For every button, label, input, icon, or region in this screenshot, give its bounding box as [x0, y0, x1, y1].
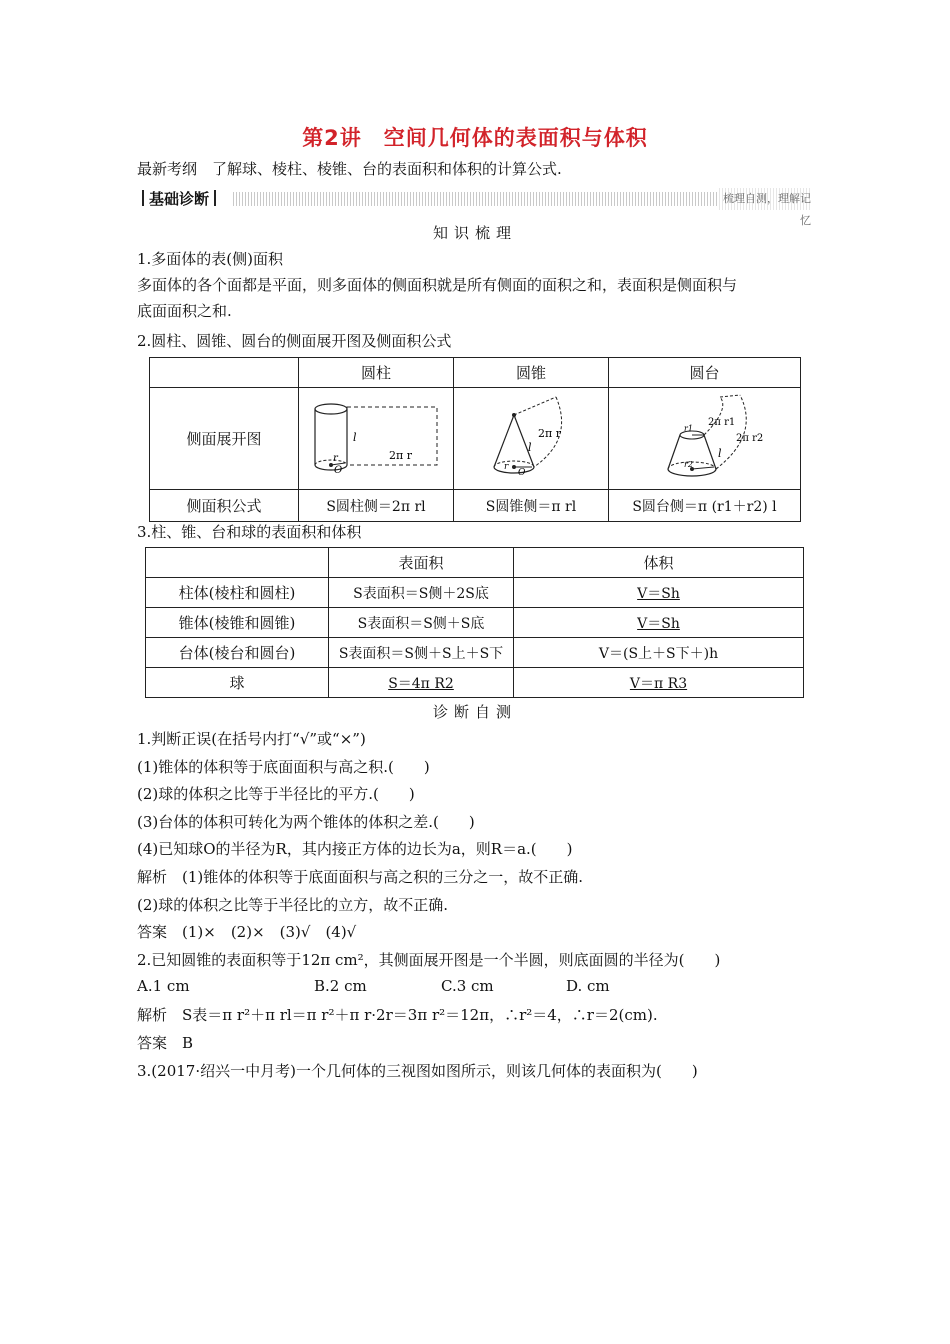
- p3-heading: 3.柱、锥、台和球的表面积和体积: [137, 523, 362, 541]
- table1-header: 圆柱: [299, 358, 454, 388]
- banner-tag: 基础诊断: [137, 188, 233, 210]
- syllabus: 最新考纲 了解球、棱柱、棱锥、台的表面积和体积的计算公式.: [137, 160, 562, 178]
- q2-stem: 2.已知圆锥的表面积等于12π cm²，其侧面展开图是一个半圆，则底面圆的半径为( ): [137, 951, 721, 969]
- table1-header: 圆台: [609, 358, 801, 388]
- frustum-net-figure: [610, 389, 800, 485]
- table2-corner: [146, 548, 329, 578]
- table2-row-name: 柱体(棱柱和圆柱): [146, 578, 329, 608]
- q2-option: A.1 cm: [137, 977, 190, 995]
- table2-row-area: S表面积＝S侧＋S底: [329, 608, 514, 638]
- label-l: l: [528, 440, 532, 454]
- cone-net-figure: [456, 389, 606, 485]
- p1-line1: 多面体的各个面都是平面，则多面体的侧面积就是所有侧面的面积之和，表面积是侧面积与: [137, 276, 738, 294]
- label-r: r: [504, 461, 509, 472]
- q2-option: B.2 cm: [314, 977, 367, 995]
- q1-item: (4)已知球O的半径为R，其内接正方体的边长为a，则R＝a.( ): [137, 840, 573, 858]
- label-r1: r1: [683, 423, 693, 433]
- q1-analysis-2: (2)球的体积之比等于半径比的立方，故不正确.: [137, 896, 449, 914]
- q2-option: D. cm: [566, 977, 610, 995]
- q1-item: (3)台体的体积可转化为两个锥体的体积之差.( ): [137, 813, 475, 831]
- table2-row-volume: V＝π R3: [514, 668, 804, 698]
- section-heading-knowledge: 知识梳理: [432, 224, 517, 242]
- cylinder-lateral-formula: S圆柱侧＝2π rl: [299, 490, 454, 522]
- q1-stem: 1.判断正误(在括号内打“√”或“×”): [137, 730, 366, 748]
- table1-header: 圆锥: [454, 358, 609, 388]
- banner-stripe: [233, 192, 719, 206]
- q1-item: (1)锥体的体积等于底面面积与高之积.( ): [137, 758, 430, 776]
- table1-corner: [150, 358, 299, 388]
- table2-row-area: S表面积＝S侧＋2S底: [329, 578, 514, 608]
- surface-volume-table: [145, 547, 804, 698]
- label-o: O: [518, 467, 526, 478]
- cone-figure-cell: [454, 388, 609, 490]
- label-r2: r2: [683, 459, 693, 469]
- label-2pir1: 2π r1: [707, 416, 735, 428]
- banner-right: 梳理自测，理解记忆: [719, 188, 811, 210]
- label-2pir2: 2π r2: [735, 432, 763, 444]
- q2-option: C.3 cm: [441, 977, 494, 995]
- section-heading-diagnosis: 诊断自测: [432, 703, 517, 721]
- label-2pir: 2π r: [538, 426, 561, 440]
- label-r: r: [333, 452, 338, 464]
- q1-analysis-1: 解析 (1)锥体的体积等于底面面积与高之积的三分之一，故不正确.: [137, 868, 584, 886]
- table2-row-volume: V＝(S上＋S下＋)h: [514, 638, 804, 668]
- q1-answer: 答案 (1)× (2)× (3)√ (4)√: [137, 923, 357, 941]
- cylinder-figure-cell: [299, 388, 454, 490]
- table2-row-name: 台体(棱台和圆台): [146, 638, 329, 668]
- table2-row-area: S＝4π R2: [329, 668, 514, 698]
- section-banner: [137, 188, 811, 227]
- cone-lateral-formula: S圆锥侧＝π rl: [454, 490, 609, 522]
- table2-row-volume: V＝Sh: [514, 578, 804, 608]
- page-title: 第2讲 空间几何体的表面积与体积: [302, 126, 648, 150]
- p1-line2: 底面面积之和.: [137, 302, 232, 320]
- q2-analysis: 解析 S表＝π r²＋π rl＝π r²＋π r·2r＝3π r²＝12π，∴r²＝4，∴r＝2(cm).: [137, 1006, 658, 1024]
- label-2pir: 2π r: [389, 448, 412, 462]
- table2-row-name: 球: [146, 668, 329, 698]
- label-l: l: [717, 446, 722, 460]
- lateral-area-table: [149, 357, 801, 522]
- frustum-figure-cell: [609, 388, 801, 490]
- label-o: O: [334, 464, 343, 476]
- p1-heading: 1.多面体的表(侧)面积: [137, 250, 284, 268]
- table2-header-volume: 体积: [514, 548, 804, 578]
- cylinder-net-figure: [301, 389, 451, 485]
- table2-row-name: 锥体(棱锥和圆锥): [146, 608, 329, 638]
- table2-row-area: S表面积＝S侧＋S上＋S下: [329, 638, 514, 668]
- q1-item: (2)球的体积之比等于半径比的平方.( ): [137, 785, 415, 803]
- label-l: l: [353, 430, 357, 444]
- table1-row1-label: 侧面展开图: [150, 388, 299, 490]
- table2-row-volume: V＝Sh: [514, 608, 804, 638]
- p2-heading: 2.圆柱、圆锥、圆台的侧面展开图及侧面积公式: [137, 332, 452, 350]
- table2-header-area: 表面积: [329, 548, 514, 578]
- q2-answer: 答案 B: [137, 1034, 194, 1052]
- frustum-lateral-formula: S圆台侧＝π (r1＋r2) l: [609, 490, 801, 522]
- q3-stem: 3.(2017·绍兴一中月考)一个几何体的三视图如图所示，则该几何体的表面积为( ): [137, 1062, 698, 1080]
- table1-row2-label: 侧面积公式: [150, 490, 299, 522]
